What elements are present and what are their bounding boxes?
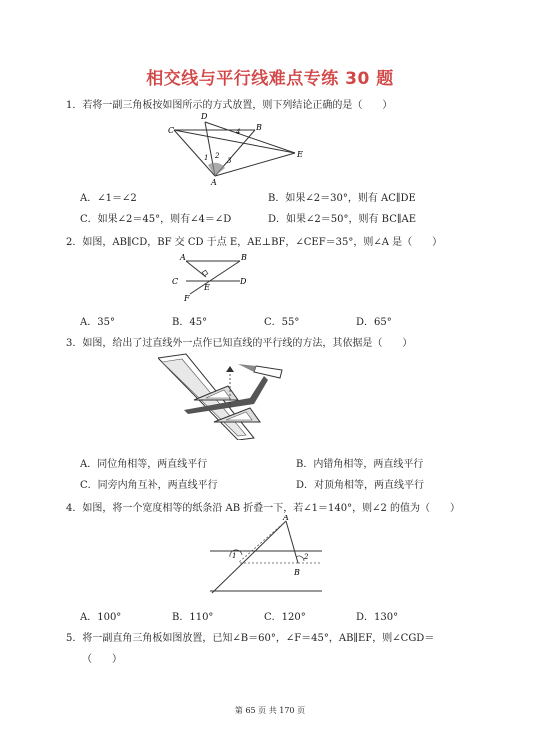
q1-option-b[interactable]: B．如果∠2＝30°，则有 AC∥DE bbox=[268, 193, 416, 204]
q4-label-a: A bbox=[283, 515, 289, 522]
q2-label-c: C bbox=[172, 277, 179, 286]
q4-option-c[interactable]: C．120° bbox=[264, 612, 306, 623]
q2-option-c[interactable]: C．55° bbox=[264, 317, 300, 328]
question-1-stem: 1．若将一副三角板按如图所示的方式放置，则下列结论正确的是（ ） bbox=[66, 100, 393, 111]
q3-option-b[interactable]: B．内错角相等，两直线平行 bbox=[296, 459, 424, 470]
q1-option-d[interactable]: D．如果∠2＝50°，则有 BC∥AE bbox=[268, 214, 416, 225]
q1-label-1: 1 bbox=[204, 154, 209, 162]
page-title: 相交线与平行线难点专练 30 题 bbox=[146, 69, 394, 89]
q3-option-d[interactable]: D．对顶角相等，两直线平行 bbox=[296, 480, 425, 491]
q4-option-b[interactable]: B．110° bbox=[172, 612, 214, 623]
q1-label-3: 3 bbox=[227, 157, 232, 165]
q1-label-4: 4 bbox=[236, 128, 241, 136]
q4-label-1: 1 bbox=[232, 552, 237, 560]
q1-label-e: E bbox=[297, 150, 303, 159]
q1-label-2: 2 bbox=[215, 152, 220, 160]
q2-option-b[interactable]: B．45° bbox=[172, 317, 208, 328]
q2-option-d[interactable]: D．65° bbox=[356, 317, 392, 328]
q4-option-d[interactable]: D．130° bbox=[356, 612, 399, 623]
q3-option-a[interactable]: A．同位角相等，两直线平行 bbox=[80, 459, 208, 470]
q1-label-d: D bbox=[201, 112, 208, 121]
q2-label-e: E bbox=[204, 283, 210, 292]
q3-option-c[interactable]: C．同旁内角互补，两直线平行 bbox=[80, 480, 218, 491]
question-1-figure bbox=[160, 110, 320, 185]
q2-option-a[interactable]: A．35° bbox=[80, 317, 115, 328]
question-3-figure bbox=[158, 350, 288, 440]
question-3-stem: 3．如图，给出了过直线外一点作已知直线的平行线的方法，其依据是（ ） bbox=[66, 338, 413, 349]
q1-option-c[interactable]: C．如果∠2＝45°，则有∠4＝∠D bbox=[80, 214, 232, 225]
question-5-answer-bracket: （ ） bbox=[82, 654, 122, 665]
question-5-stem: 5．将一副直角三角板如图放置，已知∠B＝60°，∠F＝45°，AB∥EF，则∠CGD＝ bbox=[66, 633, 435, 644]
q2-label-d: D bbox=[240, 277, 247, 286]
q4-option-a[interactable]: A．100° bbox=[80, 612, 122, 623]
question-4-figure bbox=[200, 515, 330, 605]
q1-label-b: B bbox=[256, 123, 262, 132]
question-2-figure bbox=[168, 249, 258, 304]
q2-label-a: A bbox=[180, 253, 186, 262]
question-4-stem: 4．如图，将一个宽度相等的纸条沿 AB 折叠一下，若∠1＝140°，则∠2 的值为（ ） bbox=[66, 503, 461, 514]
q1-option-a[interactable]: A．∠1＝∠2 bbox=[80, 193, 137, 204]
page-footer: 第 65 页 共 170 页 bbox=[234, 706, 306, 715]
q2-label-f: F bbox=[184, 294, 190, 303]
q4-label-b: B bbox=[294, 568, 300, 577]
q1-label-c: C bbox=[168, 126, 175, 135]
q4-label-2: 2 bbox=[304, 553, 309, 561]
question-2-stem: 2．如图，AB∥CD，BF 交 CD 于点 E，AE⊥BF，∠CEF＝35°，则∠A 是（ ） bbox=[66, 237, 443, 248]
q2-label-b: B bbox=[241, 253, 247, 262]
q1-label-a: A bbox=[211, 178, 217, 185]
